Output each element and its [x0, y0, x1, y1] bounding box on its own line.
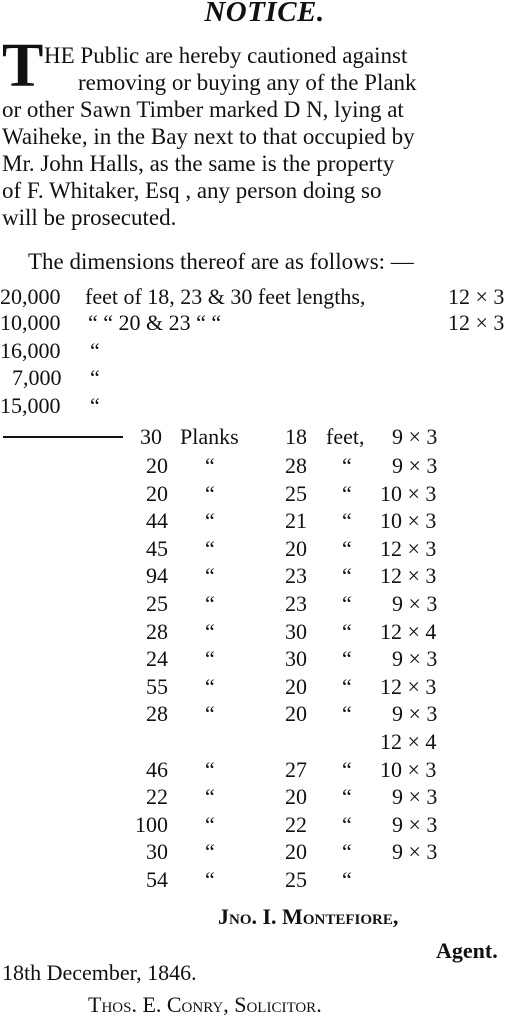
plank-length: 18	[285, 424, 307, 449]
plank-size: 12 × 3	[380, 563, 437, 589]
plank-row	[0, 839, 529, 865]
feet-amount: 10,000	[0, 310, 61, 335]
plank-count: 28	[146, 618, 168, 644]
ditto-mark: “	[342, 673, 352, 699]
planks-header-row	[0, 424, 529, 450]
signature-role: Agent.	[436, 938, 498, 963]
plank-length: 25	[285, 867, 307, 892]
plank-size: 9 × 3	[392, 591, 438, 616]
plank-size: 9 × 3	[392, 839, 438, 865]
ditto-mark: “	[205, 618, 215, 644]
ditto-mark: “	[205, 811, 215, 837]
plank-count: 54	[146, 867, 168, 892]
notice-line-6: of F. Whitaker, Esq , any person doing so	[2, 178, 382, 203]
notice-line-3: or other Sawn Timber marked D N, lying at	[2, 97, 404, 122]
plank-size: 9 × 3	[392, 811, 438, 837]
plank-count: 28	[146, 701, 168, 727]
plank-row	[0, 701, 529, 727]
plank-count: 100	[135, 811, 168, 837]
feet-desc: “ “ 20 & 23 “ “	[88, 310, 222, 335]
ditto-mark: “	[205, 646, 215, 672]
feet-amount: 15,000	[0, 393, 61, 418]
plank-count: 20	[146, 480, 168, 506]
plank-length: 23	[285, 591, 307, 616]
plank-size: 10 × 3	[380, 508, 437, 534]
plank-row	[0, 674, 529, 700]
plank-row	[0, 757, 529, 783]
plank-row	[0, 563, 529, 589]
feet-row	[0, 393, 529, 419]
plank-row	[0, 867, 529, 893]
plank-row	[0, 646, 529, 672]
feet-row	[0, 310, 529, 336]
plank-length: 20	[285, 839, 307, 865]
plank-length: 20	[285, 673, 307, 699]
ditto-mark: “	[205, 839, 215, 865]
plank-row	[0, 453, 529, 479]
ditto-mark: “	[342, 508, 352, 534]
plank-length: 30	[285, 618, 307, 644]
ditto-mark: “	[342, 784, 352, 810]
plank-count: 30	[146, 839, 168, 865]
feet-desc: feet of 18, 23 & 30 feet lengths,	[85, 284, 366, 309]
notice-date: 18th December, 1846.	[2, 960, 197, 985]
ditto-mark: “	[205, 480, 215, 506]
plank-size: 12 × 3	[380, 673, 437, 699]
notice-line-1: HE Public are hereby cautioned against	[44, 43, 408, 68]
notice-line-2: removing or buying any of the Plank	[78, 70, 417, 95]
plank-length: 20	[285, 535, 307, 561]
plank-size: 12 × 4	[380, 729, 437, 754]
plank-length: 25	[285, 480, 307, 506]
feet-size: 12 × 3	[448, 284, 505, 309]
plank-size: 9 × 3	[392, 701, 438, 727]
ditto-mark: “	[342, 756, 352, 782]
plank-length: 22	[285, 811, 307, 837]
ditto-mark: “	[205, 756, 215, 782]
ditto-mark: “	[342, 480, 352, 506]
feet-row	[0, 365, 529, 391]
ditto-mark: “	[205, 784, 215, 810]
plank-row	[0, 619, 529, 645]
plank-row	[0, 729, 529, 755]
signature-name: Jno. I. Montefiore,	[218, 904, 399, 929]
plank-count: 20	[146, 453, 168, 478]
feet-row	[0, 338, 529, 364]
plank-row	[0, 481, 529, 507]
plank-length: 20	[285, 784, 307, 810]
plank-count: 25	[146, 591, 168, 616]
plank-label: Planks	[180, 424, 239, 449]
ditto-mark: “	[342, 618, 352, 644]
ditto-mark: “	[342, 535, 352, 561]
notice-line-7: will be prosecuted.	[2, 205, 177, 230]
plank-unit: feet,	[326, 424, 365, 449]
ditto-mark: “	[205, 867, 215, 892]
plank-count: 94	[146, 563, 168, 589]
plank-count: 22	[146, 784, 168, 810]
plank-length: 28	[285, 453, 307, 478]
plank-row	[0, 536, 529, 562]
feet-row	[0, 284, 529, 310]
plank-size: 10 × 3	[380, 756, 437, 782]
plank-count: 45	[146, 535, 168, 561]
feet-size: 12 × 3	[448, 310, 505, 335]
plank-size: 9 × 3	[392, 784, 438, 810]
plank-size: 9 × 3	[392, 453, 438, 478]
plank-count: 44	[146, 508, 168, 534]
ditto-mark: “	[205, 453, 215, 478]
feet-desc: “	[90, 365, 100, 390]
plank-length: 30	[285, 646, 307, 672]
plank-length: 20	[285, 701, 307, 727]
ditto-mark: “	[205, 701, 215, 727]
drop-cap: T	[2, 32, 44, 100]
plank-length: 27	[285, 756, 307, 782]
ditto-mark: “	[342, 453, 352, 478]
solicitor-line: Thos. E. Conry, Solicitor.	[88, 992, 322, 1017]
ditto-mark: “	[342, 811, 352, 837]
ditto-mark: “	[205, 591, 215, 616]
plank-count: 30	[140, 424, 162, 449]
plank-row	[0, 812, 529, 838]
ditto-mark: “	[342, 867, 352, 892]
notice-line-5: Mr. John Halls, as the same is the property	[2, 151, 395, 176]
feet-amount: 7,000	[12, 365, 62, 390]
feet-amount: 20,000	[0, 284, 61, 309]
plank-row	[0, 508, 529, 534]
dimensions-intro: The dimensions thereof are as follows: —	[28, 249, 414, 274]
plank-count: 46	[146, 756, 168, 782]
notice-line-4: Waiheke, in the Bay next to that occupied by	[2, 124, 415, 149]
plank-size: 9 × 3	[392, 424, 438, 449]
feet-desc: “	[90, 393, 100, 418]
ditto-mark: “	[342, 591, 352, 616]
ditto-mark: “	[205, 563, 215, 589]
plank-size: 9 × 3	[392, 646, 438, 672]
feet-desc: “	[90, 338, 100, 363]
plank-row	[0, 784, 529, 810]
plank-size: 12 × 4	[380, 618, 437, 644]
feet-amount: 16,000	[0, 338, 61, 363]
plank-length: 23	[285, 563, 307, 589]
plank-size: 10 × 3	[380, 480, 437, 506]
ditto-mark: “	[342, 839, 352, 865]
plank-size: 12 × 3	[380, 535, 437, 561]
notice-title: NOTICE.	[204, 0, 325, 28]
ditto-mark: “	[342, 701, 352, 727]
ditto-mark: “	[205, 535, 215, 561]
ditto-mark: “	[342, 563, 352, 589]
plank-length: 21	[285, 508, 307, 534]
plank-row	[0, 591, 529, 617]
plank-count: 55	[146, 673, 168, 699]
ditto-mark: “	[342, 646, 352, 672]
ditto-mark: “	[205, 508, 215, 534]
ditto-mark: “	[205, 673, 215, 699]
plank-count: 24	[146, 646, 168, 672]
